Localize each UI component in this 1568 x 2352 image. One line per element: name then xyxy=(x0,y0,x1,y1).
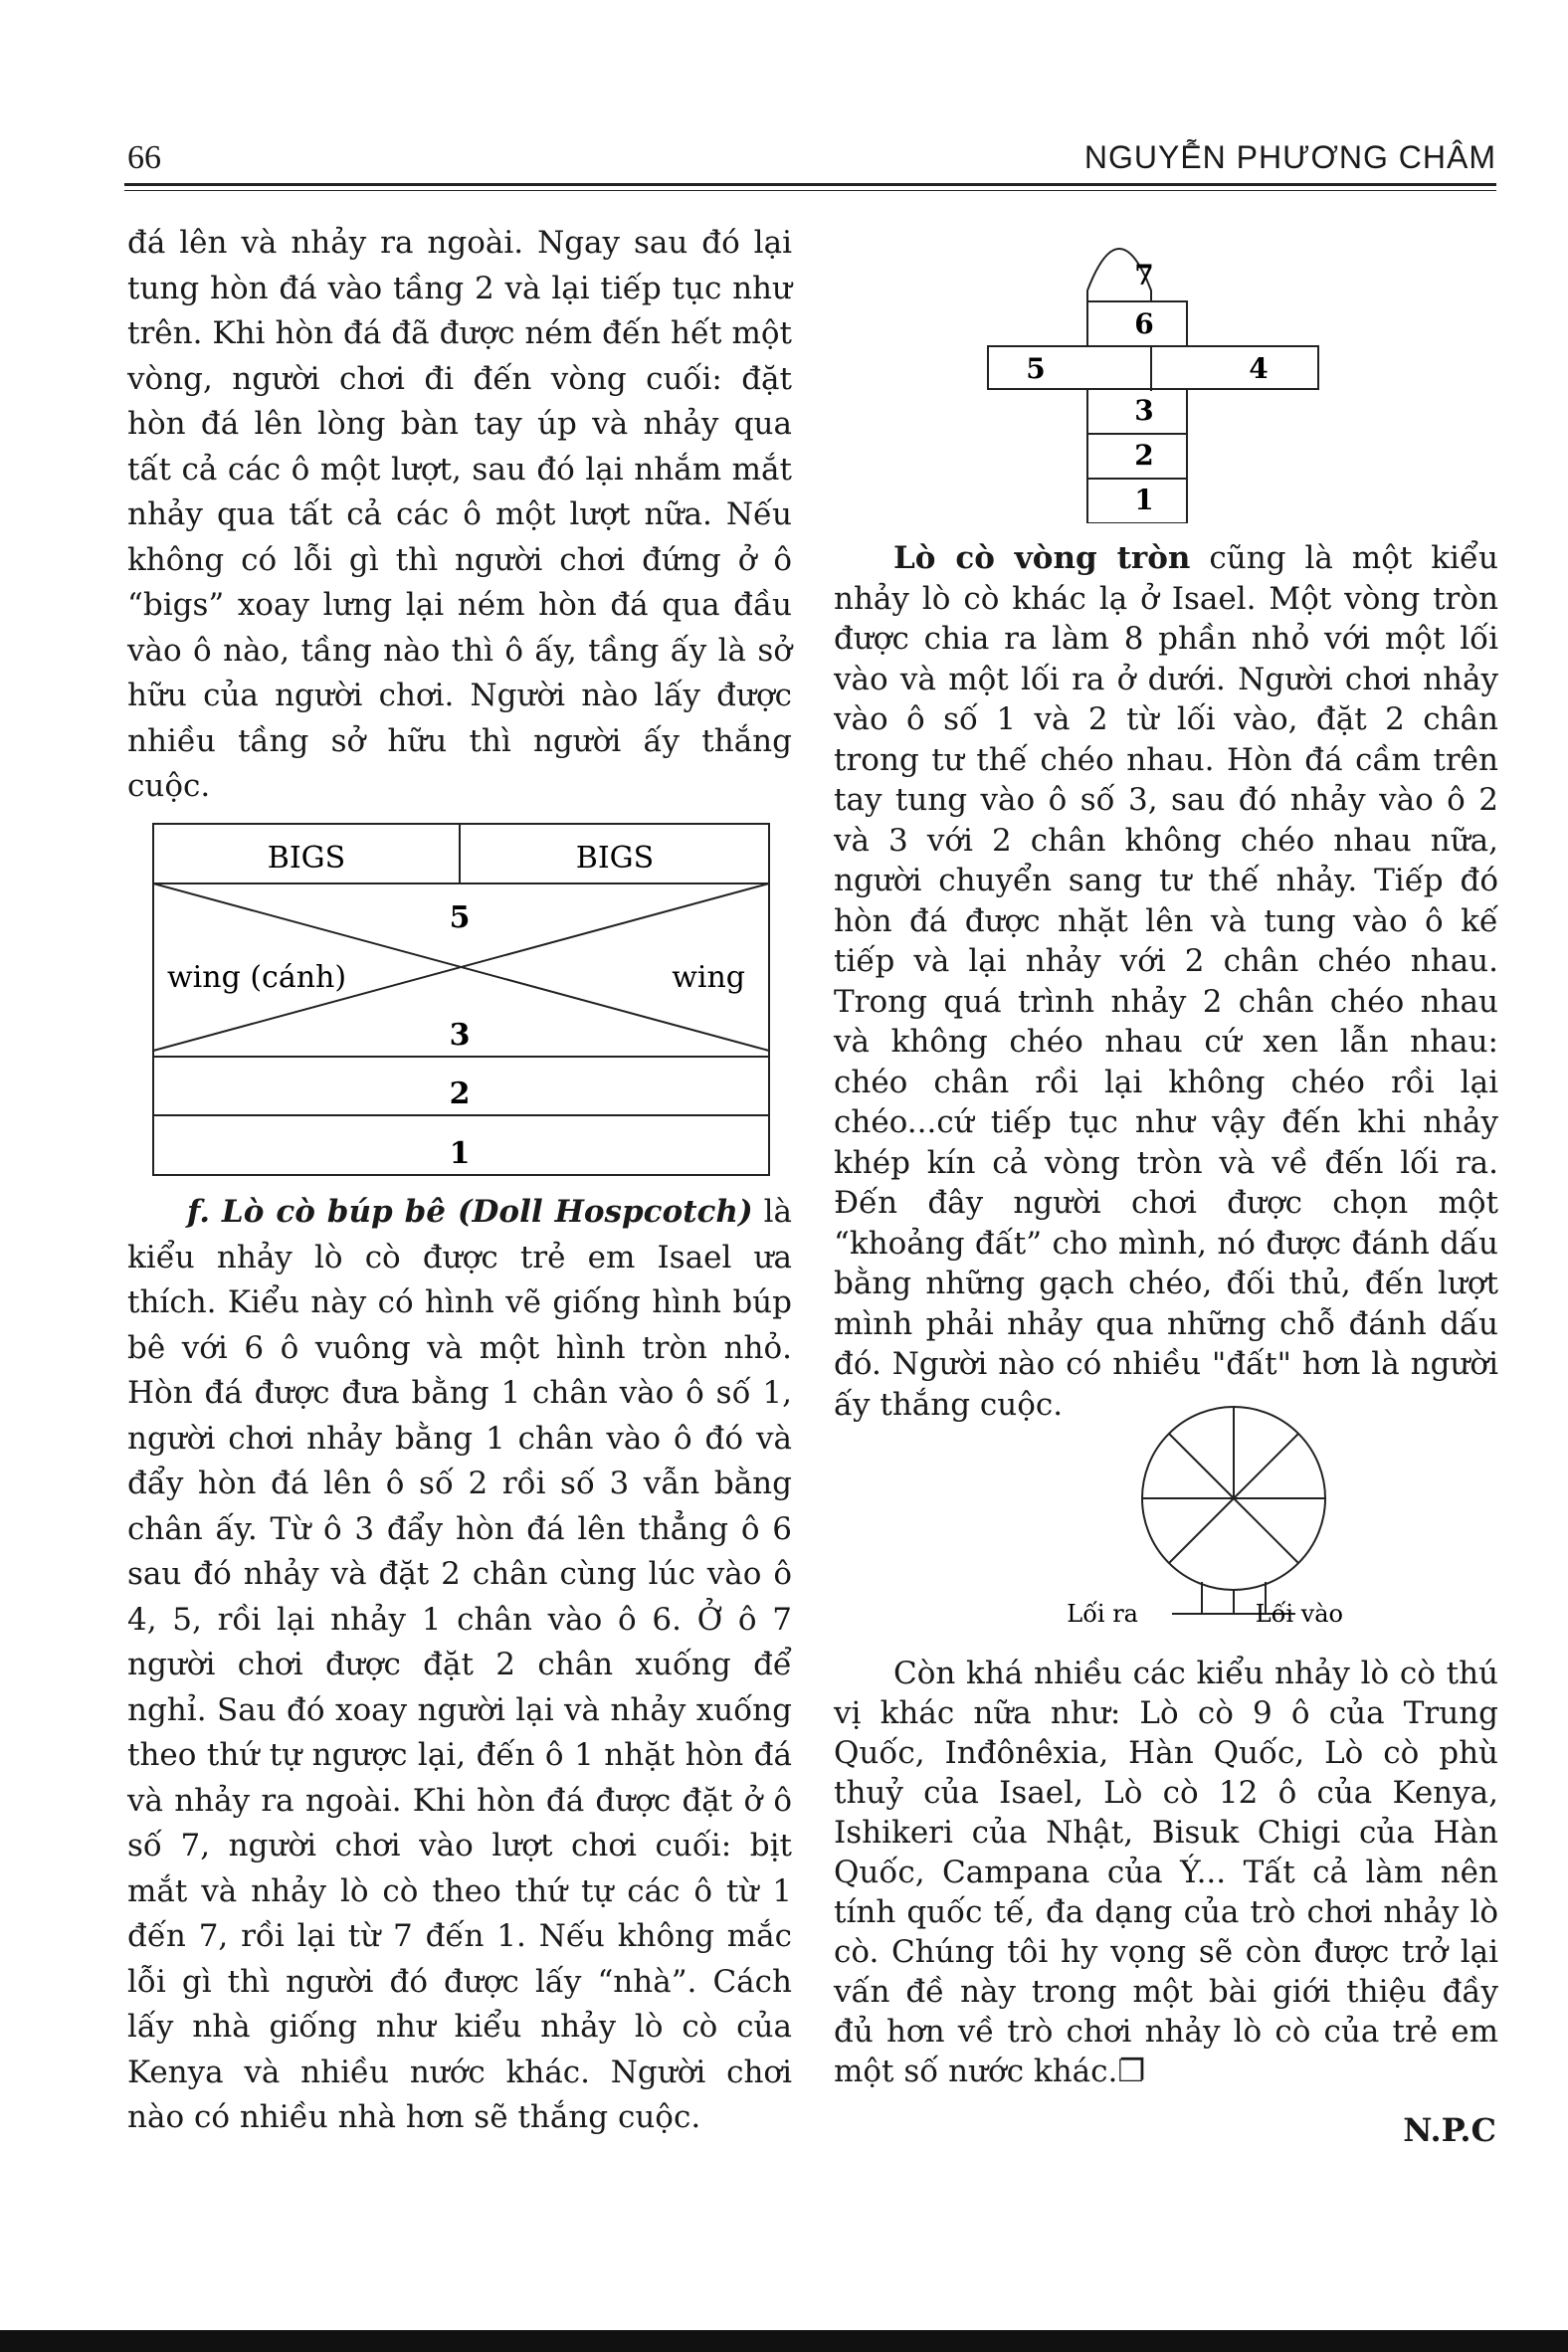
right-paragraph-2-text: Còn khá nhiều các kiểu nhảy lò cò thú vị khác nữa như: Lò cò 9 ô của Trung Quốc, Inđônêxia, Hàn Quốc, Lò cò phù thuỷ của Isael, Lò cò 12 ô của Kenya, Ishikeri của Nhật, Bisuk Chigi của Hàn Quốc, Campana của Ý... Tất cả làm nên tính quốc tế, đa dạng của trò chơi nhảy lò cò. Chúng tôi hy vọng sẽ còn được trở lại vấn đề này trong một bài giới thiệu đầy đủ hơn về trò chơi nhảy lò cò của trẻ em một số nước khác. xyxy=(834,1656,1498,2089)
doll-cell-5: 5 xyxy=(1026,352,1046,385)
doll-cell-3: 3 xyxy=(1134,394,1154,427)
end-mark: ❐ xyxy=(1117,2054,1146,2089)
left-column-top xyxy=(127,221,792,810)
doll-cell-6: 6 xyxy=(1134,307,1154,340)
left-paragraph-1: đá lên và nhảy ra ngoài. Ngay sau đó lại tung hòn đá vào tầng 2 và lại tiếp tục như trên. Khi hòn đá đã được ném đến hết một vòng, người chơi đi đến vòng cuối: đặt hòn đá lên lòng bàn tay úp và nhảy qua tất cả các ô một lượt, sau đó lại nhắm mắt nhảy qua tất cả các ô một lượt nữa. Nếu không có lỗi gì thì người chơi đứng ở ô “bigs” xoay lưng lại ném hòn đá qua đầu vào ô nào, tầng nào thì ô ấy, tầng ấy là sở hữu của người chơi. Người nào lấy được nhiều tầng sở hữu thì người ấy thắng cuộc. xyxy=(127,225,792,804)
doll-cell-7: 7 xyxy=(1134,259,1154,292)
doll-cell-2: 2 xyxy=(1134,439,1154,472)
bigs-cell-2: 2 xyxy=(449,1077,471,1111)
bigs-wing-right: wing xyxy=(672,960,745,995)
right-column-bottom xyxy=(834,1654,1498,2091)
doll-cell-4: 4 xyxy=(1249,352,1269,385)
bigs-left-label: BIGS xyxy=(267,841,346,876)
exit-label: Lối ra xyxy=(1067,1600,1138,1627)
bigs-wing-left: wing (cánh) xyxy=(167,960,347,995)
right-paragraph-1 xyxy=(834,538,1498,1425)
doll-cell-1: 1 xyxy=(1134,484,1154,516)
bigs-right-label: BIGS xyxy=(575,841,655,876)
bigs-hopscotch-diagram xyxy=(151,822,772,1178)
page-number: 66 xyxy=(127,139,161,176)
left-paragraph-2-text: là kiểu nhảy lò cò được trẻ em Isael ưa thích. Kiểu này có hình vẽ giống hình búp bê với 6 ô vuông và một hình tròn nhỏ. Hòn đá được đưa bằng 1 chân vào ô số 1, người chơi nhảy bằng 1 chân vào ô đó và đẩy hòn đá lên ô số 2 rồi số 3 vẫn bằng chân ấy. Từ ô 3 đẩy hòn đá lên thẳng ô 6 sau đó nhảy và đặt 2 chân cùng lúc vào ô 4, 5, rồi lại nhảy 1 chân vào ô 6. Ở ô 7 người chơi được đặt 2 chân xuống để nghỉ. Sau đó xoay người lại và nhảy xuống theo thứ tự ngược lại, đến ô 1 nhặt hòn đá và nhảy ra ngoài. Khi hòn đá được đặt ở ô số 7, người chơi vào lượt chơi cuối: bịt mắt và nhảy lò cò theo thứ tự các ô từ 1 đến 7, rồi lại từ 7 đến 1. Nếu không mắc lỗi gì thì người đó được lấy “nhà”. Cách lấy nhà giống như kiểu nhảy lò cò của Kenya và nhiều nước khác. Người chơi nào có nhiều nhà hơn sẽ thắng cuộc. xyxy=(127,1194,792,2135)
author-signature: N.P.C xyxy=(1403,2111,1496,2149)
right-paragraph-2 xyxy=(834,1654,1498,2091)
circle-hopscotch-diagram xyxy=(1045,1403,1343,1627)
doll-hopscotch-diagram xyxy=(980,235,1328,523)
running-header: NGUYỄN PHƯƠNG CHÂM xyxy=(1083,139,1496,175)
bigs-cell-3: 3 xyxy=(449,1018,471,1053)
left-paragraph-2 xyxy=(127,1190,792,2141)
bigs-cell-5: 5 xyxy=(449,900,471,935)
left-column-bottom xyxy=(127,1190,792,2141)
scan-border xyxy=(0,2330,1568,2352)
right-column-top xyxy=(834,538,1498,1425)
right-paragraph-1-text: cũng là một kiểu nhảy lò cò khác lạ ở Isael. Một vòng tròn được chia ra làm 8 phần nhỏ với một lối vào và một lối ra ở dưới. Người chơi nhảy vào ô số 1 và 2 từ lối vào, đặt 2 chân trong tư thế chéo nhau. Hòn đá cầm trên tay tung vào ô số 3, sau đó nhảy vào ô 2 và 3 với 2 chân không chéo nhau nữa, người chuyển sang tư thế nhảy. Tiếp đó hòn đá được nhặt lên và tung vào ô kế tiếp và lại nhảy với 2 chân chéo nhau. Trong quá trình nhảy 2 chân chéo nhau và không chéo nhau cứ xen lẫn nhau: chéo chân rồi lại không chéo rồi lại chéo...cứ tiếp tục như vậy đến khi nhảy khép kín cả vòng tròn và về đến lối ra. Đến đây người chơi được chọn một “khoảng đất” cho mình, nó được đánh dấu bằng những gạch chéo, đối thủ, đến lượt mình phải nhảy qua những chỗ đánh dấu đó. Người nào có nhiều "đất" hơn là người ấy thắng cuộc. xyxy=(834,540,1498,1423)
header-rule-thin xyxy=(124,190,1496,191)
circle-hopscotch-heading: Lò cò vòng tròn xyxy=(893,540,1191,576)
entry-label: Lối vào xyxy=(1255,1600,1343,1627)
header-rule xyxy=(124,183,1496,186)
bigs-cell-1: 1 xyxy=(449,1136,471,1171)
doll-hopscotch-heading: f. Lò cò búp bê (Doll Hospcotch) xyxy=(187,1194,753,1230)
